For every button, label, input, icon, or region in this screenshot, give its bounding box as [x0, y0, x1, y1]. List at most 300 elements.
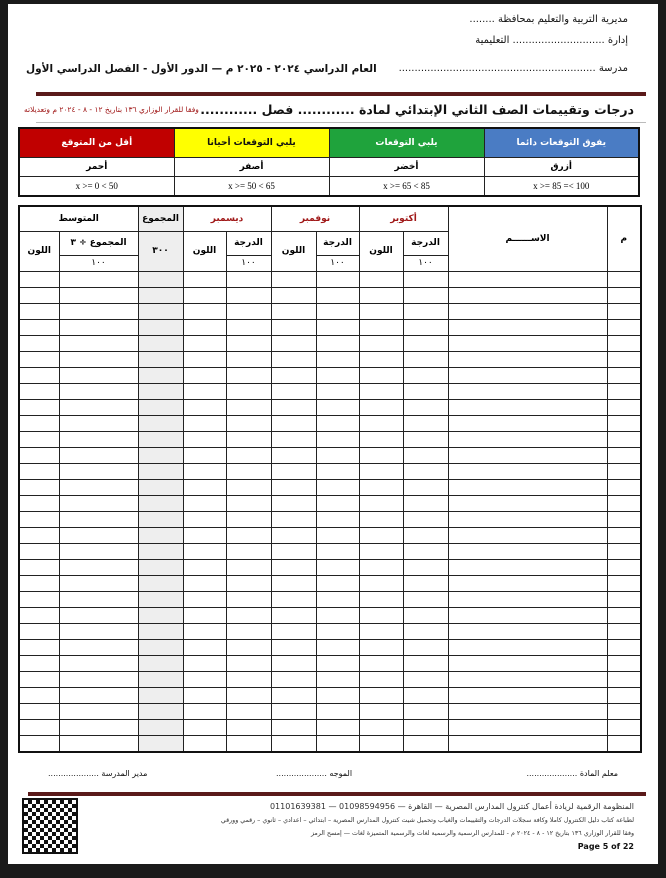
- table-cell[interactable]: [226, 463, 271, 479]
- table-cell[interactable]: [403, 303, 448, 319]
- table-cell[interactable]: [183, 607, 226, 623]
- table-cell[interactable]: [607, 495, 641, 511]
- table-cell[interactable]: [271, 623, 316, 639]
- table-cell[interactable]: [448, 335, 607, 351]
- table-cell[interactable]: [226, 623, 271, 639]
- table-cell[interactable]: [607, 527, 641, 543]
- table-cell[interactable]: [271, 447, 316, 463]
- table-cell[interactable]: [19, 575, 59, 591]
- table-cell[interactable]: [448, 703, 607, 719]
- table-cell[interactable]: [403, 415, 448, 431]
- table-cell[interactable]: [226, 495, 271, 511]
- table-cell[interactable]: [59, 735, 138, 752]
- table-cell[interactable]: [359, 431, 403, 447]
- table-cell[interactable]: [271, 527, 316, 543]
- table-cell[interactable]: [138, 591, 183, 607]
- table-cell[interactable]: [448, 671, 607, 687]
- table-cell[interactable]: [59, 719, 138, 735]
- table-cell[interactable]: [59, 607, 138, 623]
- table-cell[interactable]: [271, 463, 316, 479]
- table-cell[interactable]: [607, 431, 641, 447]
- table-cell[interactable]: [403, 431, 448, 447]
- table-cell[interactable]: [359, 415, 403, 431]
- table-cell[interactable]: [271, 335, 316, 351]
- table-cell[interactable]: [316, 383, 359, 399]
- table-cell[interactable]: [316, 511, 359, 527]
- table-cell[interactable]: [271, 671, 316, 687]
- table-cell[interactable]: [138, 639, 183, 655]
- table-cell[interactable]: [19, 543, 59, 559]
- table-cell[interactable]: [138, 655, 183, 671]
- table-cell[interactable]: [316, 335, 359, 351]
- table-cell[interactable]: [448, 527, 607, 543]
- table-cell[interactable]: [448, 287, 607, 303]
- table-cell[interactable]: [316, 287, 359, 303]
- table-cell[interactable]: [59, 623, 138, 639]
- table-cell[interactable]: [138, 735, 183, 752]
- table-cell[interactable]: [59, 463, 138, 479]
- table-cell[interactable]: [59, 319, 138, 335]
- table-cell[interactable]: [59, 655, 138, 671]
- table-cell[interactable]: [359, 623, 403, 639]
- table-cell[interactable]: [226, 591, 271, 607]
- table-cell[interactable]: [359, 735, 403, 752]
- table-cell[interactable]: [59, 431, 138, 447]
- table-cell[interactable]: [316, 479, 359, 495]
- table-cell[interactable]: [138, 703, 183, 719]
- table-cell[interactable]: [19, 399, 59, 415]
- table-cell[interactable]: [448, 367, 607, 383]
- table-cell[interactable]: [19, 415, 59, 431]
- table-cell[interactable]: [19, 591, 59, 607]
- table-cell[interactable]: [403, 271, 448, 287]
- table-cell[interactable]: [138, 511, 183, 527]
- table-cell[interactable]: [359, 575, 403, 591]
- table-cell[interactable]: [359, 351, 403, 367]
- table-cell[interactable]: [403, 383, 448, 399]
- table-cell[interactable]: [138, 303, 183, 319]
- table-cell[interactable]: [607, 303, 641, 319]
- table-cell[interactable]: [271, 511, 316, 527]
- table-cell[interactable]: [19, 511, 59, 527]
- table-cell[interactable]: [183, 687, 226, 703]
- table-cell[interactable]: [359, 511, 403, 527]
- table-cell[interactable]: [226, 735, 271, 752]
- table-cell[interactable]: [183, 639, 226, 655]
- table-cell[interactable]: [138, 543, 183, 559]
- table-cell[interactable]: [59, 335, 138, 351]
- table-cell[interactable]: [316, 319, 359, 335]
- table-cell[interactable]: [403, 495, 448, 511]
- table-cell[interactable]: [19, 431, 59, 447]
- table-cell[interactable]: [138, 671, 183, 687]
- table-cell[interactable]: [316, 415, 359, 431]
- table-cell[interactable]: [271, 559, 316, 575]
- table-cell[interactable]: [226, 431, 271, 447]
- table-cell[interactable]: [226, 575, 271, 591]
- table-cell[interactable]: [59, 415, 138, 431]
- table-cell[interactable]: [19, 335, 59, 351]
- table-cell[interactable]: [271, 735, 316, 752]
- table-cell[interactable]: [403, 479, 448, 495]
- table-cell[interactable]: [183, 543, 226, 559]
- table-cell[interactable]: [226, 479, 271, 495]
- table-cell[interactable]: [448, 319, 607, 335]
- table-cell[interactable]: [138, 463, 183, 479]
- table-cell[interactable]: [226, 527, 271, 543]
- table-cell[interactable]: [607, 639, 641, 655]
- table-cell[interactable]: [226, 335, 271, 351]
- table-cell[interactable]: [403, 319, 448, 335]
- table-cell[interactable]: [607, 607, 641, 623]
- table-cell[interactable]: [316, 591, 359, 607]
- table-cell[interactable]: [359, 639, 403, 655]
- table-cell[interactable]: [448, 511, 607, 527]
- table-cell[interactable]: [138, 719, 183, 735]
- table-cell[interactable]: [316, 543, 359, 559]
- table-cell[interactable]: [183, 511, 226, 527]
- table-cell[interactable]: [316, 687, 359, 703]
- table-cell[interactable]: [19, 623, 59, 639]
- table-cell[interactable]: [359, 671, 403, 687]
- table-cell[interactable]: [226, 543, 271, 559]
- table-cell[interactable]: [403, 543, 448, 559]
- table-cell[interactable]: [226, 367, 271, 383]
- table-cell[interactable]: [226, 639, 271, 655]
- table-cell[interactable]: [183, 463, 226, 479]
- table-cell[interactable]: [19, 351, 59, 367]
- table-cell[interactable]: [403, 511, 448, 527]
- table-cell[interactable]: [183, 303, 226, 319]
- table-cell[interactable]: [19, 495, 59, 511]
- table-cell[interactable]: [183, 495, 226, 511]
- table-cell[interactable]: [403, 623, 448, 639]
- table-cell[interactable]: [183, 703, 226, 719]
- table-cell[interactable]: [403, 463, 448, 479]
- table-cell[interactable]: [448, 479, 607, 495]
- table-cell[interactable]: [59, 591, 138, 607]
- table-cell[interactable]: [316, 527, 359, 543]
- table-cell[interactable]: [359, 463, 403, 479]
- table-cell[interactable]: [359, 287, 403, 303]
- table-cell[interactable]: [183, 287, 226, 303]
- table-cell[interactable]: [359, 495, 403, 511]
- table-cell[interactable]: [138, 335, 183, 351]
- table-cell[interactable]: [138, 527, 183, 543]
- table-cell[interactable]: [607, 335, 641, 351]
- table-cell[interactable]: [59, 287, 138, 303]
- table-cell[interactable]: [271, 607, 316, 623]
- table-cell[interactable]: [607, 479, 641, 495]
- table-cell[interactable]: [403, 671, 448, 687]
- table-cell[interactable]: [19, 607, 59, 623]
- table-cell[interactable]: [316, 351, 359, 367]
- table-cell[interactable]: [271, 383, 316, 399]
- table-cell[interactable]: [316, 495, 359, 511]
- table-cell[interactable]: [607, 687, 641, 703]
- table-cell[interactable]: [403, 591, 448, 607]
- table-cell[interactable]: [271, 575, 316, 591]
- table-cell[interactable]: [607, 623, 641, 639]
- table-cell[interactable]: [226, 559, 271, 575]
- table-cell[interactable]: [403, 639, 448, 655]
- table-cell[interactable]: [271, 399, 316, 415]
- table-cell[interactable]: [448, 543, 607, 559]
- table-cell[interactable]: [359, 559, 403, 575]
- table-cell[interactable]: [183, 559, 226, 575]
- table-cell[interactable]: [403, 559, 448, 575]
- table-cell[interactable]: [316, 623, 359, 639]
- table-cell[interactable]: [226, 719, 271, 735]
- table-cell[interactable]: [316, 271, 359, 287]
- table-cell[interactable]: [59, 495, 138, 511]
- table-cell[interactable]: [138, 351, 183, 367]
- table-cell[interactable]: [403, 399, 448, 415]
- table-cell[interactable]: [19, 671, 59, 687]
- table-cell[interactable]: [138, 607, 183, 623]
- table-cell[interactable]: [59, 639, 138, 655]
- table-cell[interactable]: [59, 479, 138, 495]
- table-cell[interactable]: [271, 479, 316, 495]
- table-cell[interactable]: [226, 671, 271, 687]
- table-cell[interactable]: [448, 303, 607, 319]
- table-cell[interactable]: [403, 735, 448, 752]
- table-cell[interactable]: [607, 367, 641, 383]
- table-cell[interactable]: [316, 399, 359, 415]
- table-cell[interactable]: [359, 367, 403, 383]
- table-cell[interactable]: [19, 639, 59, 655]
- table-cell[interactable]: [448, 575, 607, 591]
- table-cell[interactable]: [607, 383, 641, 399]
- table-cell[interactable]: [183, 719, 226, 735]
- table-cell[interactable]: [359, 543, 403, 559]
- table-cell[interactable]: [183, 271, 226, 287]
- table-cell[interactable]: [316, 607, 359, 623]
- table-cell[interactable]: [316, 431, 359, 447]
- table-cell[interactable]: [183, 415, 226, 431]
- table-cell[interactable]: [607, 399, 641, 415]
- table-cell[interactable]: [359, 719, 403, 735]
- table-cell[interactable]: [448, 271, 607, 287]
- table-cell[interactable]: [183, 591, 226, 607]
- table-cell[interactable]: [271, 639, 316, 655]
- table-cell[interactable]: [19, 655, 59, 671]
- table-cell[interactable]: [271, 367, 316, 383]
- table-cell[interactable]: [607, 655, 641, 671]
- table-cell[interactable]: [448, 463, 607, 479]
- table-cell[interactable]: [403, 703, 448, 719]
- table-cell[interactable]: [403, 719, 448, 735]
- table-cell[interactable]: [59, 399, 138, 415]
- table-cell[interactable]: [316, 575, 359, 591]
- table-cell[interactable]: [19, 527, 59, 543]
- table-cell[interactable]: [316, 559, 359, 575]
- table-cell[interactable]: [226, 399, 271, 415]
- table-cell[interactable]: [359, 335, 403, 351]
- table-cell[interactable]: [226, 303, 271, 319]
- table-cell[interactable]: [607, 415, 641, 431]
- table-cell[interactable]: [138, 415, 183, 431]
- table-cell[interactable]: [226, 383, 271, 399]
- table-cell[interactable]: [359, 447, 403, 463]
- table-cell[interactable]: [59, 383, 138, 399]
- table-cell[interactable]: [183, 319, 226, 335]
- table-cell[interactable]: [183, 351, 226, 367]
- table-cell[interactable]: [448, 399, 607, 415]
- table-cell[interactable]: [226, 447, 271, 463]
- table-cell[interactable]: [316, 639, 359, 655]
- table-cell[interactable]: [607, 271, 641, 287]
- table-cell[interactable]: [271, 351, 316, 367]
- table-cell[interactable]: [316, 703, 359, 719]
- table-cell[interactable]: [359, 607, 403, 623]
- table-cell[interactable]: [19, 367, 59, 383]
- table-cell[interactable]: [183, 399, 226, 415]
- table-cell[interactable]: [138, 687, 183, 703]
- table-cell[interactable]: [403, 287, 448, 303]
- table-cell[interactable]: [403, 367, 448, 383]
- table-cell[interactable]: [271, 591, 316, 607]
- table-cell[interactable]: [138, 479, 183, 495]
- table-cell[interactable]: [183, 623, 226, 639]
- table-cell[interactable]: [607, 575, 641, 591]
- table-cell[interactable]: [607, 351, 641, 367]
- table-cell[interactable]: [359, 383, 403, 399]
- table-cell[interactable]: [138, 399, 183, 415]
- table-cell[interactable]: [403, 575, 448, 591]
- table-cell[interactable]: [59, 575, 138, 591]
- table-cell[interactable]: [607, 671, 641, 687]
- table-cell[interactable]: [403, 527, 448, 543]
- table-cell[interactable]: [316, 735, 359, 752]
- table-cell[interactable]: [138, 431, 183, 447]
- table-cell[interactable]: [271, 655, 316, 671]
- qr-code[interactable]: [22, 798, 78, 854]
- table-cell[interactable]: [448, 495, 607, 511]
- table-cell[interactable]: [59, 271, 138, 287]
- table-cell[interactable]: [271, 303, 316, 319]
- table-cell[interactable]: [226, 287, 271, 303]
- table-cell[interactable]: [403, 607, 448, 623]
- table-cell[interactable]: [59, 687, 138, 703]
- table-cell[interactable]: [226, 351, 271, 367]
- table-cell[interactable]: [359, 527, 403, 543]
- table-cell[interactable]: [183, 527, 226, 543]
- table-cell[interactable]: [271, 431, 316, 447]
- table-cell[interactable]: [448, 687, 607, 703]
- table-cell[interactable]: [19, 463, 59, 479]
- table-cell[interactable]: [183, 447, 226, 463]
- table-cell[interactable]: [359, 591, 403, 607]
- table-cell[interactable]: [448, 607, 607, 623]
- table-cell[interactable]: [59, 543, 138, 559]
- table-cell[interactable]: [403, 335, 448, 351]
- table-cell[interactable]: [19, 319, 59, 335]
- table-cell[interactable]: [448, 623, 607, 639]
- table-cell[interactable]: [403, 687, 448, 703]
- table-cell[interactable]: [183, 735, 226, 752]
- table-cell[interactable]: [607, 735, 641, 752]
- table-cell[interactable]: [59, 511, 138, 527]
- table-cell[interactable]: [316, 303, 359, 319]
- table-cell[interactable]: [316, 463, 359, 479]
- table-cell[interactable]: [59, 559, 138, 575]
- table-cell[interactable]: [19, 287, 59, 303]
- table-cell[interactable]: [19, 703, 59, 719]
- table-cell[interactable]: [448, 639, 607, 655]
- table-cell[interactable]: [138, 447, 183, 463]
- table-cell[interactable]: [271, 543, 316, 559]
- table-cell[interactable]: [359, 687, 403, 703]
- table-cell[interactable]: [271, 495, 316, 511]
- table-cell[interactable]: [183, 367, 226, 383]
- table-cell[interactable]: [607, 591, 641, 607]
- table-cell[interactable]: [138, 575, 183, 591]
- table-cell[interactable]: [183, 479, 226, 495]
- table-cell[interactable]: [226, 687, 271, 703]
- table-cell[interactable]: [226, 415, 271, 431]
- table-cell[interactable]: [448, 655, 607, 671]
- table-cell[interactable]: [359, 271, 403, 287]
- table-cell[interactable]: [59, 527, 138, 543]
- table-cell[interactable]: [448, 559, 607, 575]
- table-cell[interactable]: [271, 271, 316, 287]
- table-cell[interactable]: [316, 447, 359, 463]
- table-cell[interactable]: [59, 447, 138, 463]
- table-cell[interactable]: [448, 415, 607, 431]
- table-cell[interactable]: [19, 271, 59, 287]
- table-cell[interactable]: [19, 559, 59, 575]
- table-cell[interactable]: [138, 383, 183, 399]
- table-cell[interactable]: [183, 671, 226, 687]
- table-cell[interactable]: [316, 671, 359, 687]
- table-cell[interactable]: [271, 319, 316, 335]
- table-cell[interactable]: [271, 415, 316, 431]
- table-cell[interactable]: [359, 703, 403, 719]
- table-cell[interactable]: [226, 319, 271, 335]
- table-cell[interactable]: [59, 703, 138, 719]
- table-cell[interactable]: [59, 367, 138, 383]
- table-cell[interactable]: [138, 287, 183, 303]
- table-cell[interactable]: [359, 399, 403, 415]
- table-cell[interactable]: [138, 495, 183, 511]
- table-cell[interactable]: [607, 287, 641, 303]
- table-cell[interactable]: [271, 703, 316, 719]
- table-cell[interactable]: [19, 479, 59, 495]
- table-cell[interactable]: [607, 559, 641, 575]
- table-cell[interactable]: [448, 735, 607, 752]
- table-cell[interactable]: [138, 559, 183, 575]
- table-cell[interactable]: [226, 511, 271, 527]
- table-cell[interactable]: [226, 607, 271, 623]
- table-cell[interactable]: [271, 687, 316, 703]
- table-cell[interactable]: [271, 287, 316, 303]
- table-cell[interactable]: [19, 303, 59, 319]
- table-cell[interactable]: [359, 303, 403, 319]
- table-cell[interactable]: [59, 351, 138, 367]
- table-cell[interactable]: [607, 447, 641, 463]
- table-cell[interactable]: [226, 271, 271, 287]
- table-cell[interactable]: [607, 703, 641, 719]
- table-cell[interactable]: [403, 351, 448, 367]
- table-cell[interactable]: [359, 479, 403, 495]
- table-cell[interactable]: [271, 719, 316, 735]
- table-cell[interactable]: [403, 655, 448, 671]
- table-cell[interactable]: [138, 271, 183, 287]
- table-cell[interactable]: [183, 335, 226, 351]
- table-cell[interactable]: [138, 367, 183, 383]
- table-cell[interactable]: [226, 703, 271, 719]
